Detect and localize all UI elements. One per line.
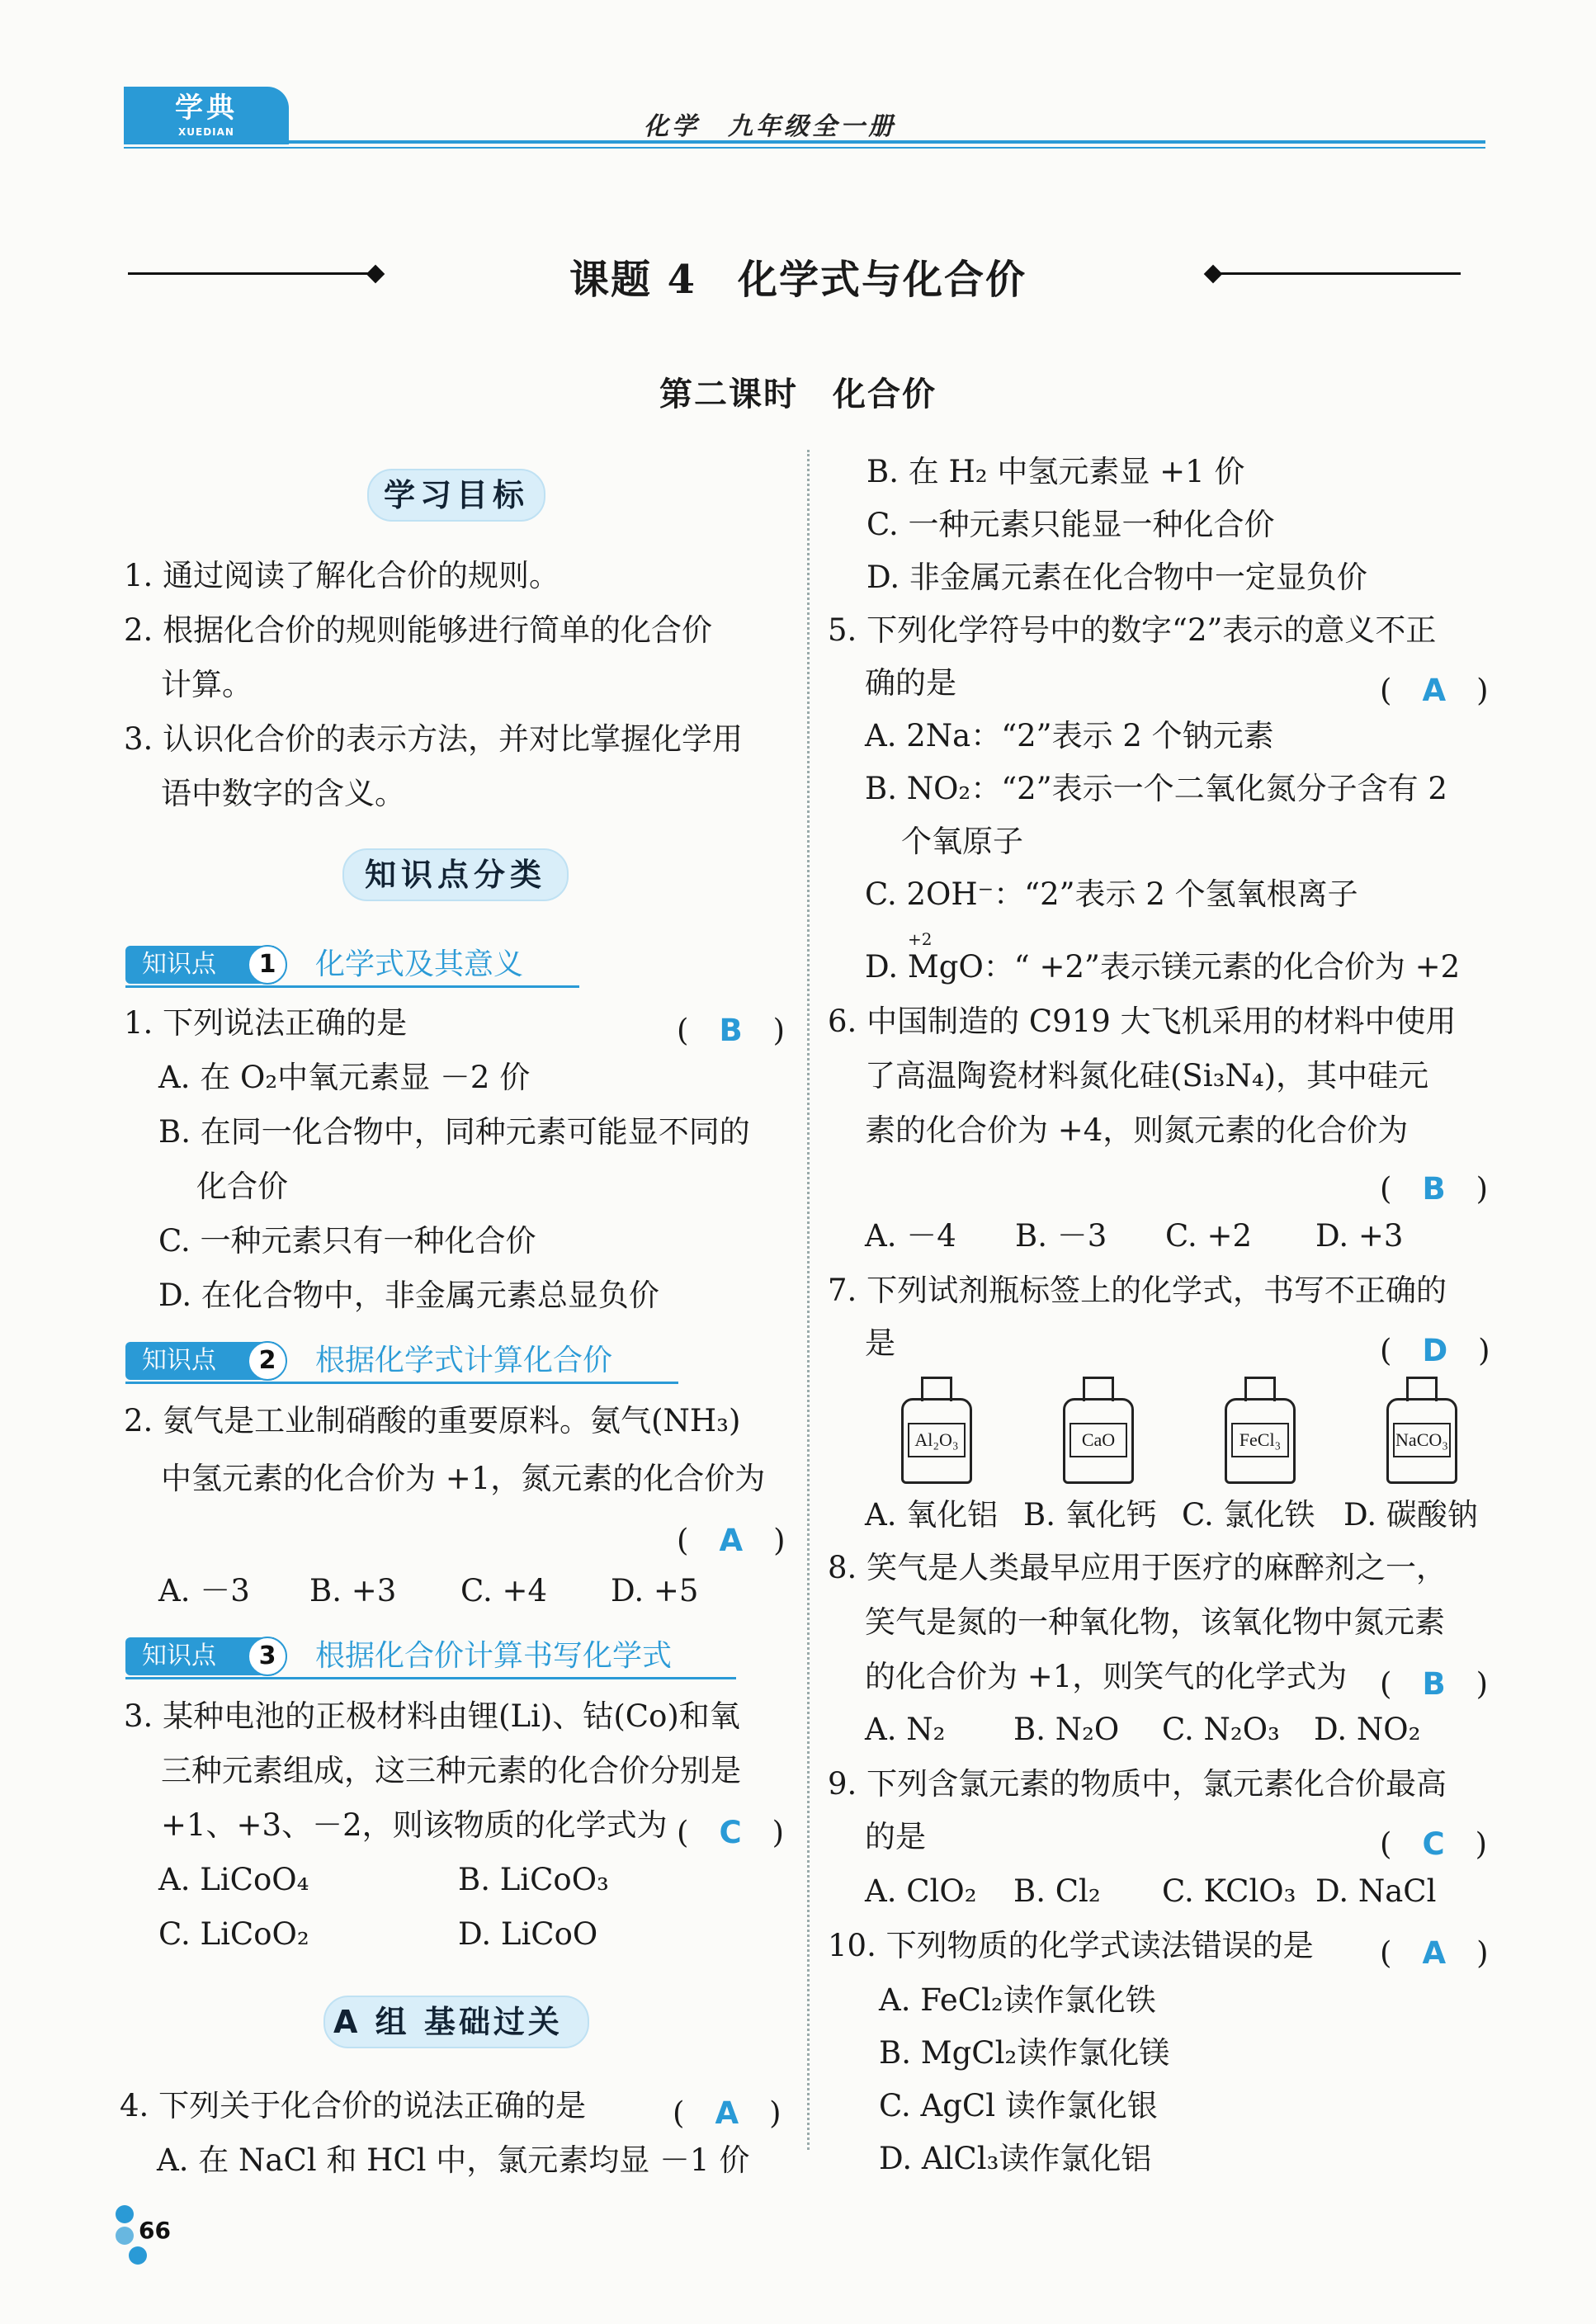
decor-dot bbox=[129, 2246, 147, 2265]
goal-item: 1. 通过阅读了解化合价的规则。 bbox=[124, 558, 560, 593]
option: A. LiCoO₄ bbox=[158, 1862, 309, 1897]
option: A. FeCl₂读作氯化铁 bbox=[879, 1982, 1156, 2018]
option: C. LiCoO₂ bbox=[158, 1916, 309, 1952]
option: C. 一种元素只能显一种化合价 bbox=[866, 507, 1275, 542]
goal-item: 语中数字的含义。 bbox=[161, 776, 405, 811]
knowledge-point-tag: 知识点 bbox=[125, 946, 274, 984]
knowledge-point-rule bbox=[125, 985, 579, 988]
reagent-bottle bbox=[901, 1377, 972, 1484]
knowledge-point-number: 1 bbox=[248, 945, 287, 985]
knowledge-point-title: 根据化合价计算书写化学式 bbox=[315, 1639, 673, 1673]
question-stem: 是 bbox=[865, 1325, 895, 1361]
answer: A bbox=[719, 1523, 744, 1558]
option: B. +3 bbox=[309, 1573, 397, 1608]
option: 化合价 bbox=[196, 1169, 288, 1204]
option: A. 在 O₂中氧元素显 －2 价 bbox=[158, 1060, 531, 1095]
answer-bracket: ( B ) bbox=[1380, 1171, 1489, 1207]
option: B. 在 H₂ 中氢元素显 +1 价 bbox=[866, 454, 1245, 489]
option: C. KClO₃ bbox=[1162, 1873, 1296, 1909]
period-title: 第二课时 化合价 bbox=[659, 375, 937, 413]
answer-bracket: ( A ) bbox=[677, 1523, 786, 1558]
option: B. MgCl₂读作氯化镁 bbox=[879, 2035, 1170, 2071]
group-a-label: 组 基础过关 bbox=[375, 2004, 563, 2040]
section-classification: 知识点分类 bbox=[342, 848, 569, 901]
answer-bracket: ( A ) bbox=[1380, 673, 1489, 708]
reagent-bottle bbox=[1386, 1377, 1457, 1484]
goal-item: 2. 根据化合价的规则能够进行简单的化合价 bbox=[124, 612, 713, 648]
question-stem: 1. 下列说法正确的是 bbox=[124, 1005, 408, 1041]
bottle-label: FeCl₃ bbox=[1231, 1423, 1289, 1457]
answer: A bbox=[715, 2095, 739, 2131]
question-stem: 三种元素组成，这三种元素的化合价分别是 bbox=[161, 1753, 741, 1788]
question-stem: 7. 下列试剂瓶标签上的化学式，书写不正确的 bbox=[828, 1273, 1447, 1308]
goal-item: 3. 认识化合价的表示方法，并对比掌握化学用 bbox=[124, 721, 744, 757]
answer: A bbox=[1422, 673, 1447, 708]
option: D. 碳酸钠 bbox=[1343, 1497, 1478, 1533]
knowledge-point-number: 3 bbox=[248, 1637, 287, 1676]
option: A. N₂ bbox=[865, 1712, 946, 1747]
knowledge-point-rule bbox=[125, 1382, 678, 1384]
option: D. 在化合物中，非金属元素总显负价 bbox=[158, 1278, 659, 1313]
option: B. 氧化钙 bbox=[1023, 1497, 1157, 1533]
answer-bracket: ( B ) bbox=[677, 1013, 786, 1048]
question-stem: 9. 下列含氯元素的物质中，氯元素化合价最高 bbox=[828, 1766, 1447, 1802]
answer-bracket: ( A ) bbox=[1380, 1935, 1489, 1971]
question-stem: 了高温陶瓷材料氮化硅(Si₃N₄)，其中硅元 bbox=[865, 1058, 1429, 1094]
answer: B bbox=[719, 1013, 743, 1048]
option: D. MgO：“ +2”表示镁元素的化合价为 +2 bbox=[865, 949, 1461, 985]
option: C. N₂O₃ bbox=[1162, 1712, 1280, 1747]
question-stem: 4. 下列关于化合价的说法正确的是 bbox=[120, 2088, 587, 2123]
option: D. NO₂ bbox=[1314, 1712, 1421, 1747]
question-stem: +1、+3、－2，则该物质的化学式为 bbox=[161, 1807, 668, 1843]
bottle-label: CaO bbox=[1070, 1423, 1127, 1457]
group-a-letter: A bbox=[333, 2004, 361, 2040]
option: B. N₂O bbox=[1013, 1712, 1120, 1747]
option: 个氧原子 bbox=[901, 824, 1023, 859]
page-number: 66 bbox=[139, 2217, 171, 2244]
knowledge-point-title: 化学式及其意义 bbox=[315, 947, 524, 981]
option: C. 2OH⁻：“2”表示 2 个氢氧根离子 bbox=[865, 876, 1358, 912]
bottle-label: NaCO₃ bbox=[1393, 1423, 1451, 1457]
knowledge-point-number: 2 bbox=[248, 1341, 287, 1381]
header-rule-thin bbox=[124, 147, 1485, 149]
answer: B bbox=[1422, 1666, 1446, 1702]
book-title: 化学 九年级全一册 bbox=[644, 112, 896, 141]
answer-bracket: ( B ) bbox=[1380, 1666, 1489, 1702]
option: C. 氯化铁 bbox=[1182, 1497, 1315, 1533]
option: B. －3 bbox=[1015, 1218, 1107, 1254]
option: A. －3 bbox=[158, 1573, 250, 1608]
question-stem: 确的是 bbox=[865, 665, 956, 701]
option: B. NO₂：“2”表示一个二氧化氮分子含有 2 bbox=[865, 771, 1447, 806]
valence-superscript: +2 bbox=[908, 929, 933, 949]
option: C. +2 bbox=[1165, 1218, 1253, 1254]
publisher-logo bbox=[124, 87, 289, 144]
option: D. NaCl bbox=[1315, 1873, 1437, 1909]
answer: C bbox=[1422, 1826, 1445, 1862]
column-divider bbox=[807, 450, 810, 2150]
knowledge-point-tag: 知识点 bbox=[125, 1637, 274, 1675]
knowledge-point-tag: 知识点 bbox=[125, 1342, 274, 1380]
answer-bracket: ( A ) bbox=[673, 2095, 781, 2131]
logo-subtext: XUEDIAN bbox=[178, 126, 234, 138]
question-stem: 素的化合价为 +4，则氮元素的化合价为 bbox=[865, 1112, 1409, 1148]
option: A. 2Na：“2”表示 2 个钠元素 bbox=[865, 718, 1274, 753]
option: C. 一种元素只有一种化合价 bbox=[158, 1223, 536, 1259]
option: D. 非金属元素在化合物中一定显负价 bbox=[866, 560, 1367, 595]
section-group-a bbox=[323, 1996, 589, 2048]
question-stem: 中氢元素的化合价为 +1，氮元素的化合价为 bbox=[161, 1461, 766, 1496]
question-stem: 3. 某种电池的正极材料由锂(Li)、钴(Co)和氧 bbox=[124, 1698, 740, 1734]
answer-bracket: ( D ) bbox=[1380, 1333, 1490, 1368]
option: A. ClO₂ bbox=[865, 1873, 977, 1909]
bottle-label: Al₂O₃ bbox=[908, 1423, 966, 1457]
option: C. +4 bbox=[460, 1573, 548, 1608]
reagent-bottle bbox=[1225, 1377, 1296, 1484]
option: A. 在 NaCl 和 HCl 中，氯元素均显 －1 价 bbox=[157, 2142, 750, 2178]
option: B. 在同一化合物中，同种元素可能显不同的 bbox=[158, 1114, 750, 1150]
answer: C bbox=[719, 1815, 742, 1850]
option: C. AgCl 读作氯化银 bbox=[879, 2088, 1158, 2123]
answer: B bbox=[1422, 1171, 1446, 1207]
lesson-title: 课题 4 化学式与化合价 bbox=[569, 257, 1027, 303]
question-stem: 的是 bbox=[865, 1819, 926, 1854]
answer-bracket: ( C ) bbox=[1380, 1826, 1488, 1862]
option: A. －4 bbox=[865, 1218, 956, 1254]
goal-item: 计算。 bbox=[161, 667, 253, 702]
logo-text: 学典 bbox=[175, 92, 238, 125]
question-stem: 6. 中国制造的 C919 大飞机采用的材料中使用 bbox=[828, 1004, 1457, 1039]
knowledge-point-title: 根据化学式计算化合价 bbox=[315, 1344, 613, 1377]
question-stem: 笑气是氮的一种氧化物，该氧化物中氮元素 bbox=[865, 1604, 1445, 1640]
answer-bracket: ( C ) bbox=[677, 1815, 785, 1850]
question-stem: 2. 氨气是工业制硝酸的重要原料。氨气(NH₃) bbox=[124, 1403, 741, 1438]
answer: A bbox=[1422, 1935, 1447, 1971]
knowledge-point-rule bbox=[125, 1677, 736, 1679]
question-stem: 5. 下列化学符号中的数字“2”表示的意义不正 bbox=[828, 612, 1437, 648]
option: B. LiCoO₃ bbox=[458, 1862, 609, 1897]
section-goals: 学习目标 bbox=[367, 469, 545, 522]
option: D. AlCl₃读作氯化铝 bbox=[879, 2141, 1152, 2176]
option: A. 氧化铝 bbox=[865, 1497, 999, 1533]
reagent-bottle bbox=[1063, 1377, 1134, 1484]
question-stem: 10. 下列物质的化学式读法错误的是 bbox=[828, 1928, 1314, 1963]
option: D. +5 bbox=[611, 1573, 699, 1608]
option: D. LiCoO bbox=[458, 1916, 598, 1952]
question-stem: 8. 笑气是人类最早应用于医疗的麻醉剂之一， bbox=[828, 1550, 1447, 1585]
question-stem: 的化合价为 +1，则笑气的化学式为 bbox=[865, 1659, 1348, 1694]
decor-dot bbox=[116, 2205, 134, 2223]
option: D. +3 bbox=[1315, 1218, 1404, 1254]
option: B. Cl₂ bbox=[1013, 1873, 1101, 1909]
answer: D bbox=[1422, 1333, 1448, 1368]
decor-dot bbox=[116, 2227, 134, 2245]
